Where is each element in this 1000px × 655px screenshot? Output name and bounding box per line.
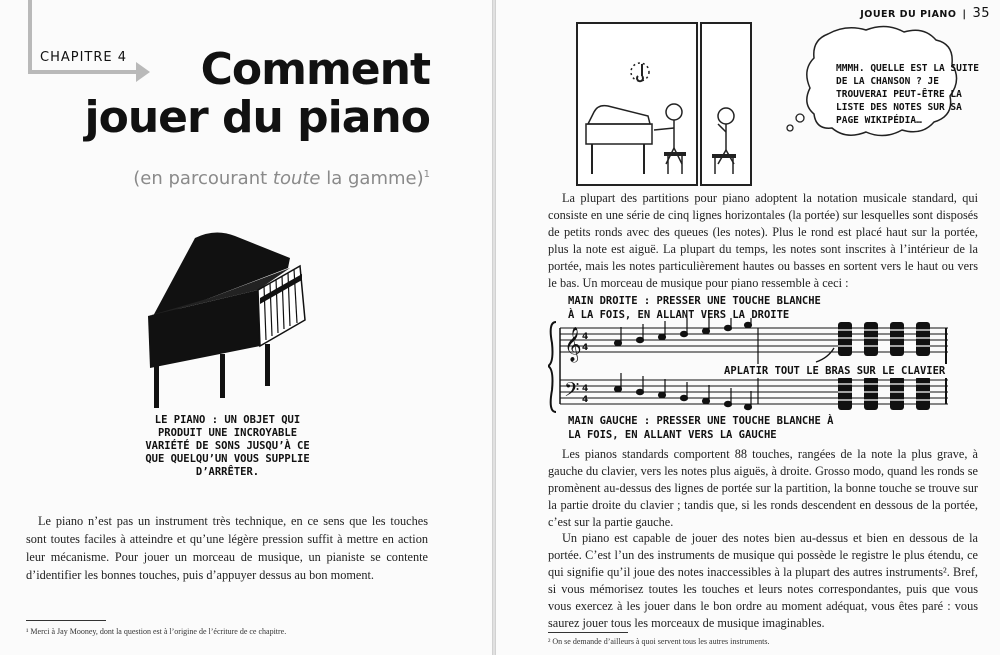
grand-piano-illustration: [140, 228, 315, 413]
piano-leg: [154, 366, 159, 408]
time-signature: 4: [582, 343, 589, 353]
footnote-rule: [26, 620, 106, 621]
right-page: [496, 0, 1000, 655]
right-hand-label: MAIN DROITE : PRESSER UNE TOUCHE BLANCHE À LA FOIS, EN ALLANT VERS LA DROITE: [568, 295, 821, 321]
piano-caption: LE PIANO : UN OBJET QUI PRODUIT UNE INCROYABLE VARIÉTÉ DE SONS JUSQU’À CE QUE QUELQU’UN VOUS SUPPLIE D’ARRÊTER.: [145, 414, 310, 478]
time-signature: 4: [582, 395, 589, 405]
comic-strip: [576, 22, 979, 190]
subtitle-emphasis: toute: [272, 168, 321, 189]
piano-score-illustration: [548, 290, 978, 440]
flatten-arm-label: APLATIR TOUT LE BRAS SUR LE CLAVIER: [724, 364, 964, 378]
pianist-drawing: [578, 24, 696, 184]
body-paragraph: La plupart des partitions pour piano adoptent la notation musicale standard, qui consiste en une série de cinq lignes horizontales (la portée) sur lesquelles sont disposés de petits ronds avec des queues (les notes). Plus le rond est placé haut sur la portée, plus la note est aiguë. La plupart du temps, les notes sont inscrites à l’intérieur de la portée, mais les notes particulièrement hautes ou basses en sortent vers le haut ou vers le bas. Un morceau de musique pour piano ressemble à ceci :: [548, 191, 978, 290]
body-paragraph: Le piano n’est pas un instrument très technique, en ce sens que les touches sont toutes faciles à atteindre et qu’une légère pression suffit à mettre en action leur mécanisme. Pour jouer un morceau de musique, un pianiste se contente d’identifier les bonnes touches, puis d’appuyer dessus au bon moment.: [26, 514, 428, 582]
chapter-title-line: Comment: [200, 44, 430, 95]
right-hand-notes: [615, 318, 752, 346]
time-signature: 4: [582, 332, 589, 342]
chapter-subtitle: [40, 168, 430, 189]
thinker-drawing: [702, 24, 750, 184]
piano-leg: [220, 354, 225, 398]
pointer-arrow-icon: [816, 348, 834, 362]
chapter-title-line: jouer du piano: [84, 92, 430, 143]
footnote-marker: 1: [423, 169, 430, 180]
page-number: 35: [972, 6, 990, 21]
comic-panel: [700, 22, 752, 186]
piano-leg: [265, 344, 270, 386]
running-head: [860, 6, 990, 21]
treble-clef-icon: 𝄞: [564, 327, 582, 362]
subtitle-text: la gamme): [320, 168, 424, 189]
footnote: ¹ Merci à Jay Mooney, dont la question est à l’origine de l’écriture de ce chapitre.: [26, 627, 287, 636]
footnote-rule: [548, 632, 628, 633]
chapter-title: [30, 46, 430, 142]
body-paragraph: Les pianos standards comportent 88 touches, rangées de la note la plus grave, à gauche du clavier, vers les notes plus aiguës, à droite. Grosso modo, quand les ronds se promènent au-dessus des lignes de portée sur la partition, la bonne touche se trouve sur la partie droite du clavier ; tandis que, si les ronds descendent en dessous de la portée, c’est sur la partie gauche.: [548, 447, 978, 529]
footnote: ² On se demande d’ailleurs à quoi servent tous les autres instruments.: [548, 637, 770, 646]
running-head-separator: |: [962, 9, 967, 20]
left-hand-label: MAIN GAUCHE : PRESSER UNE TOUCHE BLANCHE À LA FOIS, EN ALLANT VERS LA GAUCHE: [568, 415, 834, 441]
staff-brace: [548, 322, 556, 412]
running-head-title: JOUER DU PIANO: [860, 9, 957, 20]
bass-clef-icon: 𝄢: [564, 378, 580, 406]
comic-panel: [576, 22, 698, 186]
time-signature: 4: [582, 384, 589, 394]
chapter-label: CHAPITRE 4: [40, 50, 128, 65]
body-paragraph: Un piano est capable de jouer des notes bien au-dessus et bien en dessous de la portée. C’est l’un des instruments de musique qui possède le registre le plus étendu, ce qui signifie qu’il joue des notes inaccessibles à la plupart des autres instruments². Bref, si vous mémorisez toutes les touches et leurs notes correspondantes, puis que vous vous exercez à les jouer dans le bon ordre au moment adéquat, vous êtes paré : vous saurez jouer tous les morceaux de musique imaginables.: [548, 531, 978, 630]
speech-bubble-text: MMMH. QUELLE EST LA SUITE DE LA CHANSON ? JE TROUVERAI PEUT-ÊTRE LA LISTE DES NOTES SUR SA PAGE WIKIPÉDIA…: [836, 63, 979, 126]
subtitle-text: (en parcourant: [133, 168, 273, 189]
left-page: [0, 0, 492, 655]
